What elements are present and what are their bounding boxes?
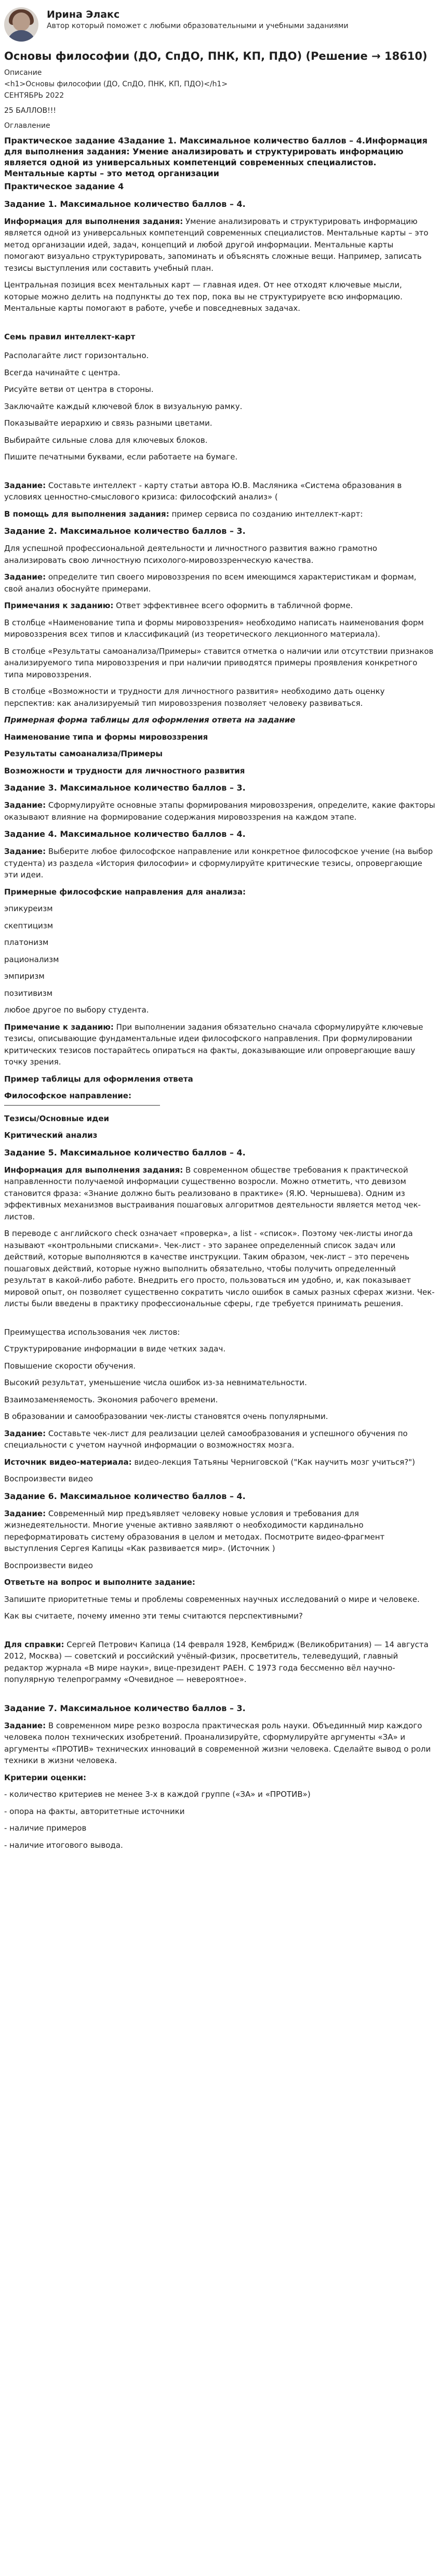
task6-answer: Ответьте на вопрос и выполните задание:: [4, 1578, 195, 1587]
advantage-item: Взаимозаменяемость. Экономия рабочего времени.: [4, 1395, 218, 1404]
task2-note-text: Ответ эффективнее всего оформить в табличной форме.: [113, 601, 353, 611]
task4-task-label: Задание:: [4, 847, 46, 857]
rule-item: Выбирайте сильные слова для ключевых блоков.: [4, 435, 208, 445]
rules-heading: Семь правил интеллект-карт: [4, 332, 136, 341]
task4-task: [4, 846, 436, 881]
points-badge: 25 БАЛЛОВ!!!: [4, 107, 56, 115]
document-body: [0, 135, 440, 1851]
task5-task-text: Составьте чек-лист для реализации целей самообразования и успешного обучения по специальности с учетом научной информации о возможностях мозга.: [4, 1428, 408, 1450]
task3-task-label: Задание:: [4, 800, 46, 810]
play-video-link[interactable]: Воспроизвести видео: [4, 1474, 93, 1484]
task5-adv-heading: Преимущества использования чек листов:: [4, 1327, 180, 1337]
criterion-item: - наличие примеров: [4, 1823, 87, 1833]
task1-task-text: Составьте интеллект - карту статьи автора Ю.В. Масляника «Система образования в условиях ценностно-смыслового кризиса: философский анализ» (: [4, 480, 402, 502]
task6-task-text: Современный мир предъявляет человеку новые условия и требования для жизнедеятельности. Многие ученые активно заявляют о необходимости кардинально переформатировать систему образования в целом и методах. Посмотрите видео-фрагмент выступления Сергея Капицы «Как развивается мир». (Источник ): [4, 1508, 385, 1554]
task2-intro: Для успешной профессиональной деятельности и личностного развития важно грамотно анализировать свою личностную психолого-мировоззренческую качества.: [4, 544, 378, 565]
task3-task: [4, 799, 436, 823]
rule-item: Заключайте каждый ключевой блок в визуальную рамку.: [4, 401, 243, 411]
task2-col1: В столбце «Наименование типа и формы мировоззрения» необходимо написать наименования форм мировоззрения всех типов и классификаций (из теоретического лекционного материала).: [4, 617, 424, 639]
rule-item: Располагайте лист горизонтально.: [4, 351, 149, 361]
task6-ref-text: Сергей Петрович Капица (14 февраля 1928, Кембридж (Великобритания) — 14 августа 2012, Москва) — советский и российский учёный-физик, просветитель, телеведущий, главный редактор журнала «В мире науки», вице-президент РАЕН. С 1973 года бессменно вёл научно-популярную телепрограмму «Очевидное — невероятное».: [4, 1639, 429, 1685]
task5-info: [4, 1164, 436, 1223]
task7-task-text: В современном мире резко возросла практическая роль науки. Объединный мир каждого человека полон технических изобретений. Проанализируйте, сформулируйте аргументы «ЗА» и аргументы «ПРОТИВ» технических инноваций в современной жизни человека. Сделайте вывод о роли техники в жизни человека.: [4, 1720, 431, 1766]
pz4-heading: Практическое задание 4: [4, 181, 124, 191]
task6-ref-label: Для справки:: [4, 1639, 64, 1649]
task5-task: [4, 1428, 436, 1451]
example-item: позитивизм: [4, 988, 53, 998]
task1-info-text: Умение анализировать и структурировать информацию является одной из универсальных компетенций современных специалистов. Ментальные карты – это метод организации идей, задач, концепций и любой другой информации. Ментальные карты помогают визуально структурировать, запоминать и объяснять сложные вещи. Например, записать тезисы выступления или составить учебный план.: [4, 216, 429, 273]
task1-help-label: В помощь для выполнения задания:: [4, 509, 169, 519]
rule-item: Показывайте иерархию и связь разными цветами.: [4, 418, 212, 428]
task3-heading: Задание 3. Максимальное количество баллов – 3.: [4, 783, 246, 793]
task5-source-text: видео-лекция Татьяны Черниговской ("Как научить мозг учиться?"): [131, 1457, 416, 1467]
description-text: <h1>Основы философии (ДО, СпДО, ПНК, КП, ПДО)</h1>: [4, 80, 228, 89]
task1-info-label: Информация для выполнения задания:: [4, 216, 183, 226]
task2-sample-col: Результаты самоанализа/Примеры: [4, 749, 163, 759]
main-heading: Практическое задание 4Задание 1. Максимальное количество баллов – 4.Информация для выполнения задания: Умение анализировать и структурировать информацию является одной из универсальных компетенций современных специалистов. Ментальные карты – это метод организации: [4, 136, 428, 179]
description-label: Описание: [4, 69, 42, 77]
advantage-item: Повышение скорости обучения.: [4, 1361, 136, 1371]
task5-p2: В переводе с английского check означает «проверка», а list - «список». Поэтому чек-листы иногда называют «контрольными списками». Чек-лист - это заранее определенный список задач или действий, которые выполняются в качестве инструкции. Таким образом, чек-лист – это перечень пошаговых действий, которые нужно выполнить обязательно, чтобы получить определенный результат в какой-либо работе. Внедрить его просто, пользоваться им удобно, и, как показывает мировой опыт, он позволяет существенно сократить число ошибок в самых разных сферах жизни. Чек-листы были введены в практику профессиональные сферы, где требуется принимать решения.: [4, 1229, 435, 1309]
author-info: [47, 7, 349, 31]
author-card: [0, 4, 440, 49]
doc-date: СЕНТЯБРЬ 2022: [4, 91, 64, 100]
task5-info-label: Информация для выполнения задания:: [4, 1165, 183, 1175]
task4-row: Тезисы/Основные идеи: [4, 1113, 110, 1123]
task1-help-text: пример сервиса по созданию интеллект-карт:: [169, 509, 363, 519]
task4-note-label: Примечание к заданию:: [4, 1022, 114, 1032]
task5-source-label: Источник видео-материала:: [4, 1457, 132, 1467]
toc-label[interactable]: Оглавление: [4, 122, 50, 130]
task2-note-label: Примечания к заданию:: [4, 601, 114, 611]
advantage-item: Структурирование информации в виде четких задач.: [4, 1344, 226, 1354]
doc-meta: [0, 68, 440, 101]
example-item: эмпиризм: [4, 971, 45, 981]
task2-heading: Задание 2. Максимальное количество баллов – 3.: [4, 526, 246, 536]
task2-task: [4, 571, 436, 595]
example-item: платонизм: [4, 938, 49, 948]
task2-sample-col: Наименование типа и формы мировоззрения: [4, 732, 208, 742]
task4-examples-list: [4, 903, 436, 1016]
criterion-item: - опора на факты, авторитетные источники: [4, 1806, 185, 1816]
task4-examples-heading: Примерные философские направления для анализа:: [4, 887, 246, 897]
rule-item: Пишите печатными буквами, если работаете на бумаге.: [4, 452, 238, 462]
example-item: рационализм: [4, 954, 59, 964]
rules-list: [4, 350, 436, 463]
task6-task: [4, 1508, 436, 1555]
task1-central: Центральная позиция всех ментальных карт — главная идея. От нее отходят ключевые мысли, которые можно делить на подпункты до тех пор, пока вы не структурируете всю информацию. Ментальные карты помогают в работе, учебе и повседневных задачах.: [4, 280, 403, 313]
task1-help: [4, 508, 436, 520]
task4-note-text: При выполнении задания обязательно сначала сформулируйте ключевые тезисы, описывающие фундаментальные идеи философского направления. При формулировании критических тезисов постарайтесь опираться на факты, доказывающие или опровергающие вашу точку зрения.: [4, 1022, 423, 1067]
task2-note: [4, 600, 436, 612]
toc: [0, 121, 440, 132]
task6-ref: [4, 1639, 436, 1686]
rule-item: Всегда начинайте с центра.: [4, 367, 121, 377]
divider: [4, 1105, 160, 1106]
task6-q1: Запишите приоритетные темы и проблемы современных научных исследований о мире и человеке.: [4, 1594, 420, 1604]
task1-task-label: Задание:: [4, 480, 46, 490]
task4-crit: Критический анализ: [4, 1131, 98, 1140]
task4-heading: Задание 4. Максимальное количество баллов – 4.: [4, 829, 246, 839]
task2-col3: В столбце «Возможности и трудности для личностного развития» необходимо дать оценку перспектив: как анализируемый тип мировоззрения позволяет человеку развиваться.: [4, 687, 385, 708]
task1-task: [4, 480, 436, 503]
play-video-link[interactable]: Воспроизвести видео: [4, 1560, 93, 1570]
task4-phil: Философское направление:: [4, 1091, 131, 1101]
rule-item: Рисуйте ветви от центра в стороны.: [4, 385, 154, 395]
page-title: Основы философии (ДО, СпДО, ПНК, КП, ПДО) (Решение → 18610): [4, 50, 428, 62]
task2-col2: В столбце «Результаты самоанализа/Примеры» ставится отметка о наличии или отсутствии признаков анализируемого типа мировоззрения и при наличии приводятся примеры проявления конкретного типа мировоззрения.: [4, 646, 434, 679]
task1-info: [4, 216, 436, 274]
task4-note: [4, 1021, 436, 1068]
task4-task-text: Выберите любое философское направление или конкретное философское учение (на выбор студента) из раздела «История философии» и сформулируйте критические тезисы, опровергающие эти идеи.: [4, 847, 433, 880]
task3-task-text: Сформулируйте основные этапы формирования мировоззрения, определите, какие факторы оказывают влияние на формирование содержания мировоззрения на каждом этапе.: [4, 800, 435, 822]
task2-task-label: Задание:: [4, 572, 46, 582]
task2-sample: Примерная форма таблицы для оформления ответа на задание: [4, 715, 296, 725]
criterion-item: - количество критериев не менее 3-х в каждой группе («ЗА» и «ПРОТИВ»): [4, 1790, 311, 1799]
author-description: Автор который поможет с любыми образовательными и учебными заданиями: [47, 21, 349, 30]
task7-task-label: Задание:: [4, 1720, 46, 1730]
advantage-item: В образовании и самообразовании чек-листы становятся очень популярными.: [4, 1412, 328, 1422]
example-item: любое другое по выбору студента.: [4, 1005, 149, 1015]
task6-task-label: Задание:: [4, 1508, 46, 1518]
task5-task-label: Задание:: [4, 1428, 46, 1438]
task6-q2: Как вы считаете, почему именно эти темы считаются перспективными?: [4, 1611, 303, 1621]
task7-crit-list: [4, 1789, 436, 1851]
task7-heading: Задание 7. Максимальное количество баллов – 3.: [4, 1703, 246, 1713]
task5-source: [4, 1456, 436, 1468]
task5-adv-list: [4, 1343, 436, 1423]
advantage-item: Высокий результат, уменьшение числа ошибок из-за невнимательности.: [4, 1378, 307, 1388]
example-item: эпикуреизм: [4, 904, 53, 914]
author-name[interactable]: Ирина Элакс: [47, 9, 120, 20]
task2-sample-col: Возможности и трудности для личностного развития: [4, 766, 245, 776]
example-item: скептицизм: [4, 921, 54, 930]
task7-task: [4, 1720, 436, 1767]
task6-heading: Задание 6. Максимальное количество баллов – 4.: [4, 1491, 246, 1501]
task2-task-text: определите тип своего мировоззрения по всем имеющимся характеристикам и формам, свой анализ обоснуйте примерами.: [4, 572, 417, 594]
task7-crit-heading: Критерии оценки:: [4, 1772, 87, 1782]
author-avatar[interactable]: [4, 7, 38, 42]
criterion-item: - наличие итогового вывода.: [4, 1840, 123, 1850]
task1-heading: Задание 1. Максимальное количество баллов – 4.: [4, 199, 246, 209]
task5-info-text: В современном обществе требования к практической направленности получаемой информации существенно возросли. Можно отметить, что девизом становится фраза: «Знание должно быть реализовано в практике» (Я.Ю. Чернышева). Одним из эффективных механизмов выстраивания пошаговых алгоритмов деятельности является метод чек-листов.: [4, 1165, 421, 1221]
task5-heading: Задание 5. Максимальное количество баллов – 4.: [4, 1147, 246, 1158]
task4-sample: Пример таблицы для оформления ответа: [4, 1074, 193, 1084]
